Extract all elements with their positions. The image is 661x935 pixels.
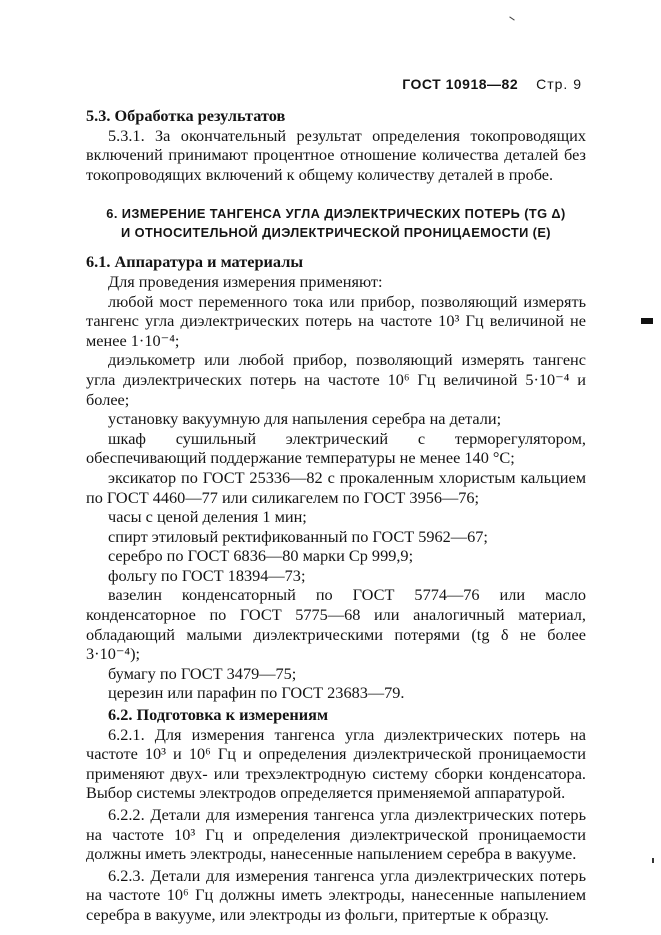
list-item: церезин или парафин по ГОСТ 23683—79. <box>108 683 405 703</box>
list-item: установку вакуумную для напыления серебра на детали; <box>108 409 502 429</box>
section-6-2-title: 6.2. Подготовка к измерениям <box>108 705 329 725</box>
section-6-1-title: 6.1. Аппаратура и материалы <box>86 252 304 272</box>
list-item: шкаф сушильный электрический с терморегулятором, обеспечивающий поддержание температуры не менее 140 °С; <box>86 428 586 468</box>
section-6-title-line2: И ОТНОСИТЕЛЬНОЙ ДИЭЛЕКТРИЧЕСКОЙ ПРОНИЦАЕМОСТИ (Ε) <box>121 225 551 241</box>
paragraph-5-3-1: 5.3.1. За окончательный результат определения токопроводящих включений принимают процентное отношение количества деталей без токопроводящих включений к общему количеству деталей в пробе. <box>86 125 586 184</box>
paragraph-6-2-1: 6.2.1. Для измерения тангенса угла диэлектрических потерь на частоте 10³ и 10⁶ Гц и определения диэлектрической проницаемости применяют двух- или трехэлектродную систему сборки конденсатора. Выбор системы электродов определяется применяемой аппаратурой. <box>86 724 586 803</box>
page-number: Стр. 9 <box>536 76 582 92</box>
margin-mark <box>641 318 653 324</box>
scan-artifact <box>509 16 514 20</box>
list-item: эксикатор по ГОСТ 25336—82 с прокаленным хлористым кальцием по ГОСТ 4460—77 или силикагелем по ГОСТ 3956—76; <box>86 467 586 507</box>
section-6-title-line1: 6. ИЗМЕРЕНИЕ ТАНГЕНСА УГЛА ДИЭЛЕКТРИЧЕСКИХ ПОТЕРЬ (TG Δ) <box>106 206 566 222</box>
list-item: серебро по ГОСТ 6836—80 марки Ср 999,9; <box>108 546 414 566</box>
list-item: любой мост переменного тока или прибор, позволяющий измерять тангенс угла диэлектрических потерь на частоте 10³ Гц величиной не менее 1·10⁻⁴; <box>86 291 586 350</box>
list-item: бумагу по ГОСТ 3479—75; <box>108 663 297 683</box>
list-item: диэлькометр или любой прибор, позволяющий измерять тангенс угла диэлектрических потерь на частоте 10⁶ Гц величиной 5·10⁻⁴ и более; <box>86 350 586 409</box>
document-body <box>86 106 586 925</box>
list-item: вазелин конденсаторный по ГОСТ 5774—76 или масло конденсаторное по ГОСТ 5775—68 или аналогичный материал, обладающий малыми диэлектрическими потерями (tg δ не более 3·10⁻⁴); <box>86 585 586 664</box>
section-6-1-intro: Для проведения измерения применяют: <box>108 271 383 291</box>
standard-code: ГОСТ 10918—82 <box>402 76 519 92</box>
paragraph-6-2-3: 6.2.3. Детали для измерения тангенса угла диэлектрических потерь на частоте 10⁶ Гц должны иметь электроды, нанесенные напылением серебра в вакууме, или электроды из фольги, притертые к образцу. <box>86 865 586 924</box>
list-item: фольгу по ГОСТ 18394—73; <box>108 565 306 585</box>
list-item: часы с ценой деления 1 мин; <box>108 507 307 527</box>
section-6-title <box>86 204 586 242</box>
paragraph-6-2-2: 6.2.2. Детали для измерения тангенса угла диэлектрических потерь на частоте 10³ Гц и определения диэлектрической проницаемости должны иметь электроды, нанесенные напылением серебра в вакууме. <box>86 805 586 864</box>
list-item: спирт этиловый ректификованный по ГОСТ 5962—67; <box>108 526 488 546</box>
scan-artifact-dot <box>652 858 654 863</box>
section-5-3-title: 5.3. Обработка результатов <box>86 106 286 125</box>
page-header <box>402 76 582 92</box>
